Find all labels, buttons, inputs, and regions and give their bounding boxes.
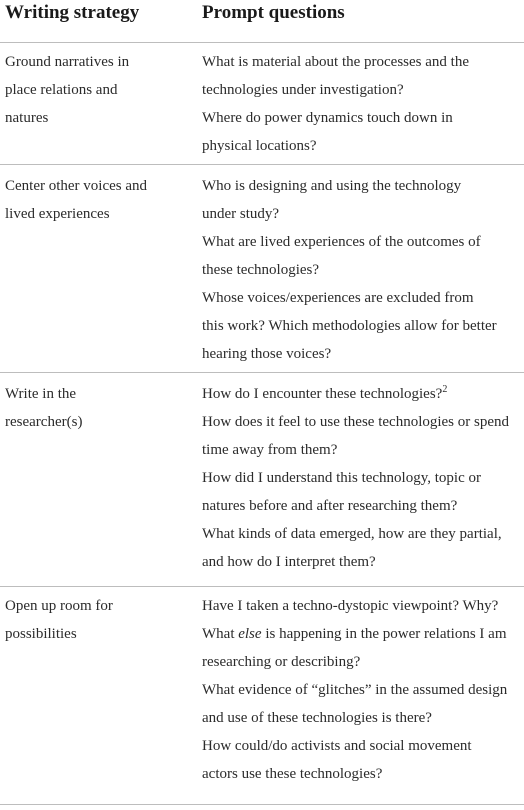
question — [202, 228, 522, 284]
question-text: is happening in the power relations I am — [261, 626, 507, 642]
question-line: time away from them? — [202, 442, 338, 458]
question-line: technologies under investigation? — [202, 82, 404, 98]
row-divider — [0, 586, 524, 587]
question-line: What kinds of data emerged, how are they partial, — [202, 526, 502, 542]
question-line: Whose voices/experiences are excluded from — [202, 290, 474, 306]
header-divider — [0, 42, 524, 43]
row-1-questions — [202, 48, 522, 160]
question-line: researching or describing? — [202, 654, 361, 670]
question-line: How does it feel to use these technologies or spend — [202, 414, 510, 430]
question-line: What evidence of “glitches” in the assumed design — [202, 682, 508, 698]
row-3-questions — [202, 380, 522, 576]
question-line: this work? Which methodologies allow for better — [202, 318, 497, 334]
strategy-line: Center other voices and — [5, 178, 148, 194]
strategy-line: researcher(s) — [5, 414, 83, 430]
question-line — [202, 620, 522, 648]
question — [202, 732, 522, 788]
row-4-strategy — [5, 592, 190, 648]
row-3-strategy — [5, 380, 190, 436]
question-line: Who is designing and using the technology — [202, 178, 462, 194]
question-text: How do I encounter these technologies? — [202, 386, 443, 402]
strategy-line: Open up room for — [5, 598, 113, 614]
row-1-strategy — [5, 48, 190, 132]
question — [202, 408, 522, 464]
question-line: and how do I interpret them? — [202, 554, 376, 570]
question-line: natures before and after researching them? — [202, 498, 458, 514]
question — [202, 48, 522, 104]
question-text: What — [202, 626, 239, 642]
question-line: physical locations? — [202, 138, 317, 154]
strategy-line: Ground narratives in — [5, 54, 130, 70]
question-line: How did I understand this technology, topic or — [202, 470, 481, 486]
row-divider — [0, 372, 524, 373]
strategy-line: place relations and — [5, 82, 118, 98]
question-line: What are lived experiences of the outcomes of — [202, 234, 481, 250]
question — [202, 620, 522, 676]
question — [202, 520, 522, 576]
table-bottom-rule — [0, 804, 524, 805]
question-line: actors use these technologies? — [202, 766, 383, 782]
question-line: Where do power dynamics touch down in — [202, 110, 453, 126]
question-line: What is material about the processes and the — [202, 54, 469, 70]
row-4-questions — [202, 592, 522, 788]
footnote-marker: 2 — [442, 384, 448, 395]
question — [202, 592, 522, 620]
row-2-strategy — [5, 172, 190, 228]
question-line — [202, 380, 522, 408]
question — [202, 104, 522, 160]
row-divider — [0, 164, 524, 165]
question-line: these technologies? — [202, 262, 320, 278]
question-line: under study? — [202, 206, 280, 222]
header-writing-strategy: Writing strategy — [5, 2, 140, 23]
question-line: Have I taken a techno-dystopic viewpoint? Why? — [202, 598, 499, 614]
row-2-questions — [202, 172, 522, 368]
strategy-line: possibilities — [5, 626, 77, 642]
question-line: How could/do activists and social movement — [202, 738, 472, 754]
question — [202, 464, 522, 520]
emphasized-word: else — [238, 626, 262, 642]
question — [202, 380, 522, 408]
strategy-line: Write in the — [5, 386, 77, 402]
question — [202, 284, 522, 368]
question — [202, 676, 522, 732]
header-prompt-questions: Prompt questions — [202, 2, 345, 23]
strategy-line: natures — [5, 110, 49, 126]
strategy-line: lived experiences — [5, 206, 110, 222]
question — [202, 172, 522, 228]
question-line: and use of these technologies is there? — [202, 710, 432, 726]
question-line: hearing those voices? — [202, 346, 332, 362]
